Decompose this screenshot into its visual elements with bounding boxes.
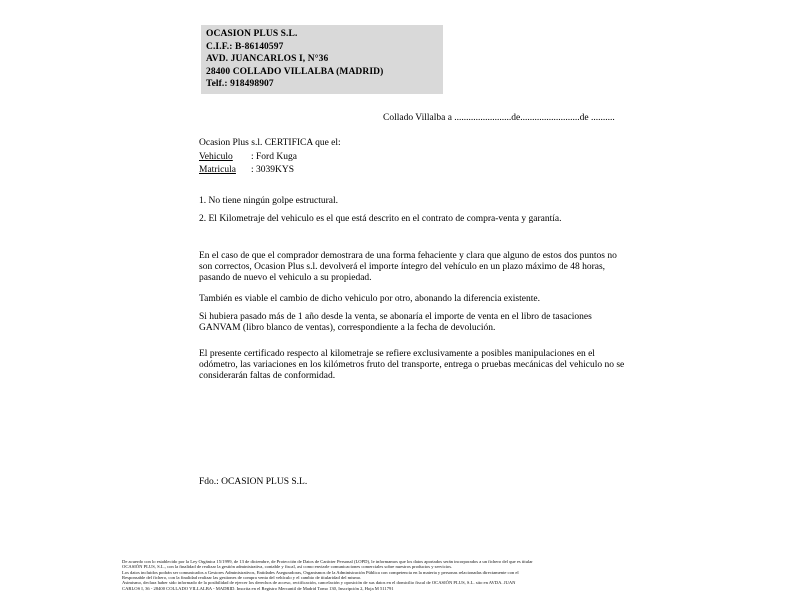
company-cif: C.I.F.: B-86140597 [206, 41, 284, 52]
company-city: 28400 COLLADO VILLALBA (MADRID) [206, 66, 384, 77]
paragraph-refund-terms: En el caso de que el comprador demostrara de una forma fehaciente y clara que alguno de estos dos puntos no son correctos, Ocasion Plus s.l. devolverá el importe íntegro del vehículo en un plazo máximo de 48 horas, pasando de nuevo el vehiculo a su propiedad. [199, 251, 617, 283]
paragraph-ganvam-valuation: Si hubiera pasado más de 1 año desde la venta, se abonaría el importe de venta en el libro de tasaciones GANVAM (libro blanco de ventas), correspondiente a la fecha de devolución. [199, 312, 592, 333]
numbered-item-2: 2. El Kilometraje del vehiculo es el que está descrito en el contrato de compra-venta y garantía. [199, 214, 562, 224]
legal-footer-line-3: Los datos incluidos podrán ser comunicados a Gestores Administrativos, Entidades Aseguradoras, Organismos de la Administración Pública con competencia en la materia y personas relacionadas directamente con el [122, 569, 519, 575]
date-line: Collado Villalba a ........................de.........................de .......... [383, 113, 615, 123]
numbered-item-1: 1. No tiene ningún golpe estructural. [199, 196, 339, 206]
legal-footer-line-4: Responsable del fichero, con la finalidad realizar las gestiones de compra venta del vehículo y el cambio de titularidad del mismo. [122, 575, 362, 581]
legal-footer-line-5: Asimismo, declara haber sido informado de la posibilidad de ejercer los derechos de acceso, rectificación, cancelación y oposición de sus datos en el domicilio fiscal de OCASIÓN PLUS, S.L. sito en AVDA. JUAN [122, 580, 516, 586]
signature-line: Fdo.: OCASION PLUS S.L. [199, 477, 308, 487]
legal-footer-line-2: OCASIÓN PLUS, S.L., con la finalidad de realizar la gestión administrativa, contable y fiscal, así como enviarle comunicaciones comerciales sobre nuestros productos y servicios. [122, 564, 453, 570]
vehicle-label: Vehiculo [199, 151, 233, 162]
plate-label: Matricula [199, 165, 236, 175]
legal-footer-line-6: CARLOS I, 36 - 28400 COLLADO VILLALBA - MADRID. Inscrita en el Registro Mercantil de Madrid Tomo 130, Inscripción 2, Hoja M 511791 [122, 585, 394, 591]
numbered-items [199, 196, 639, 225]
certification-block [199, 137, 341, 178]
legal-footer [122, 559, 708, 591]
paragraph-exchange-option: También es viable el cambio de dicho vehiculo por otro, abonando la diferencia existente. [199, 294, 540, 304]
plate-row [199, 164, 341, 178]
vehicle-value: : Ford Kuga [251, 151, 297, 162]
company-header-box [201, 25, 443, 94]
paragraph-odometer-disclaimer: El presente certificado respecto al kilometraje se refiere exclusivamente a posibles manipulaciones en el odómetro, las variaciones en los kilómetros fruto del transporte, entrega o pruebas mecánicas del vehiculo no se considerarán faltas de conformidad. [199, 349, 625, 381]
vehicle-row [199, 151, 341, 165]
company-name: OCASION PLUS S.L. [206, 29, 298, 39]
company-address: AVD. JUANCARLOS I, N°36 [206, 54, 329, 65]
plate-value: : 3039KYS [251, 165, 295, 175]
certify-intro: Ocasion Plus s.l. CERTIFICA que el: [199, 138, 341, 148]
company-phone: Telf.: 918498907 [206, 79, 274, 90]
legal-footer-line-1: De acuerdo con lo establecido por la Ley Orgánica 15/1999, de 13 de diciembre, de Protección de Datos de Carácter Personal (LOPD), le informamos que los datos aportados serán incorporados a un fichero del que es titular [122, 559, 533, 564]
